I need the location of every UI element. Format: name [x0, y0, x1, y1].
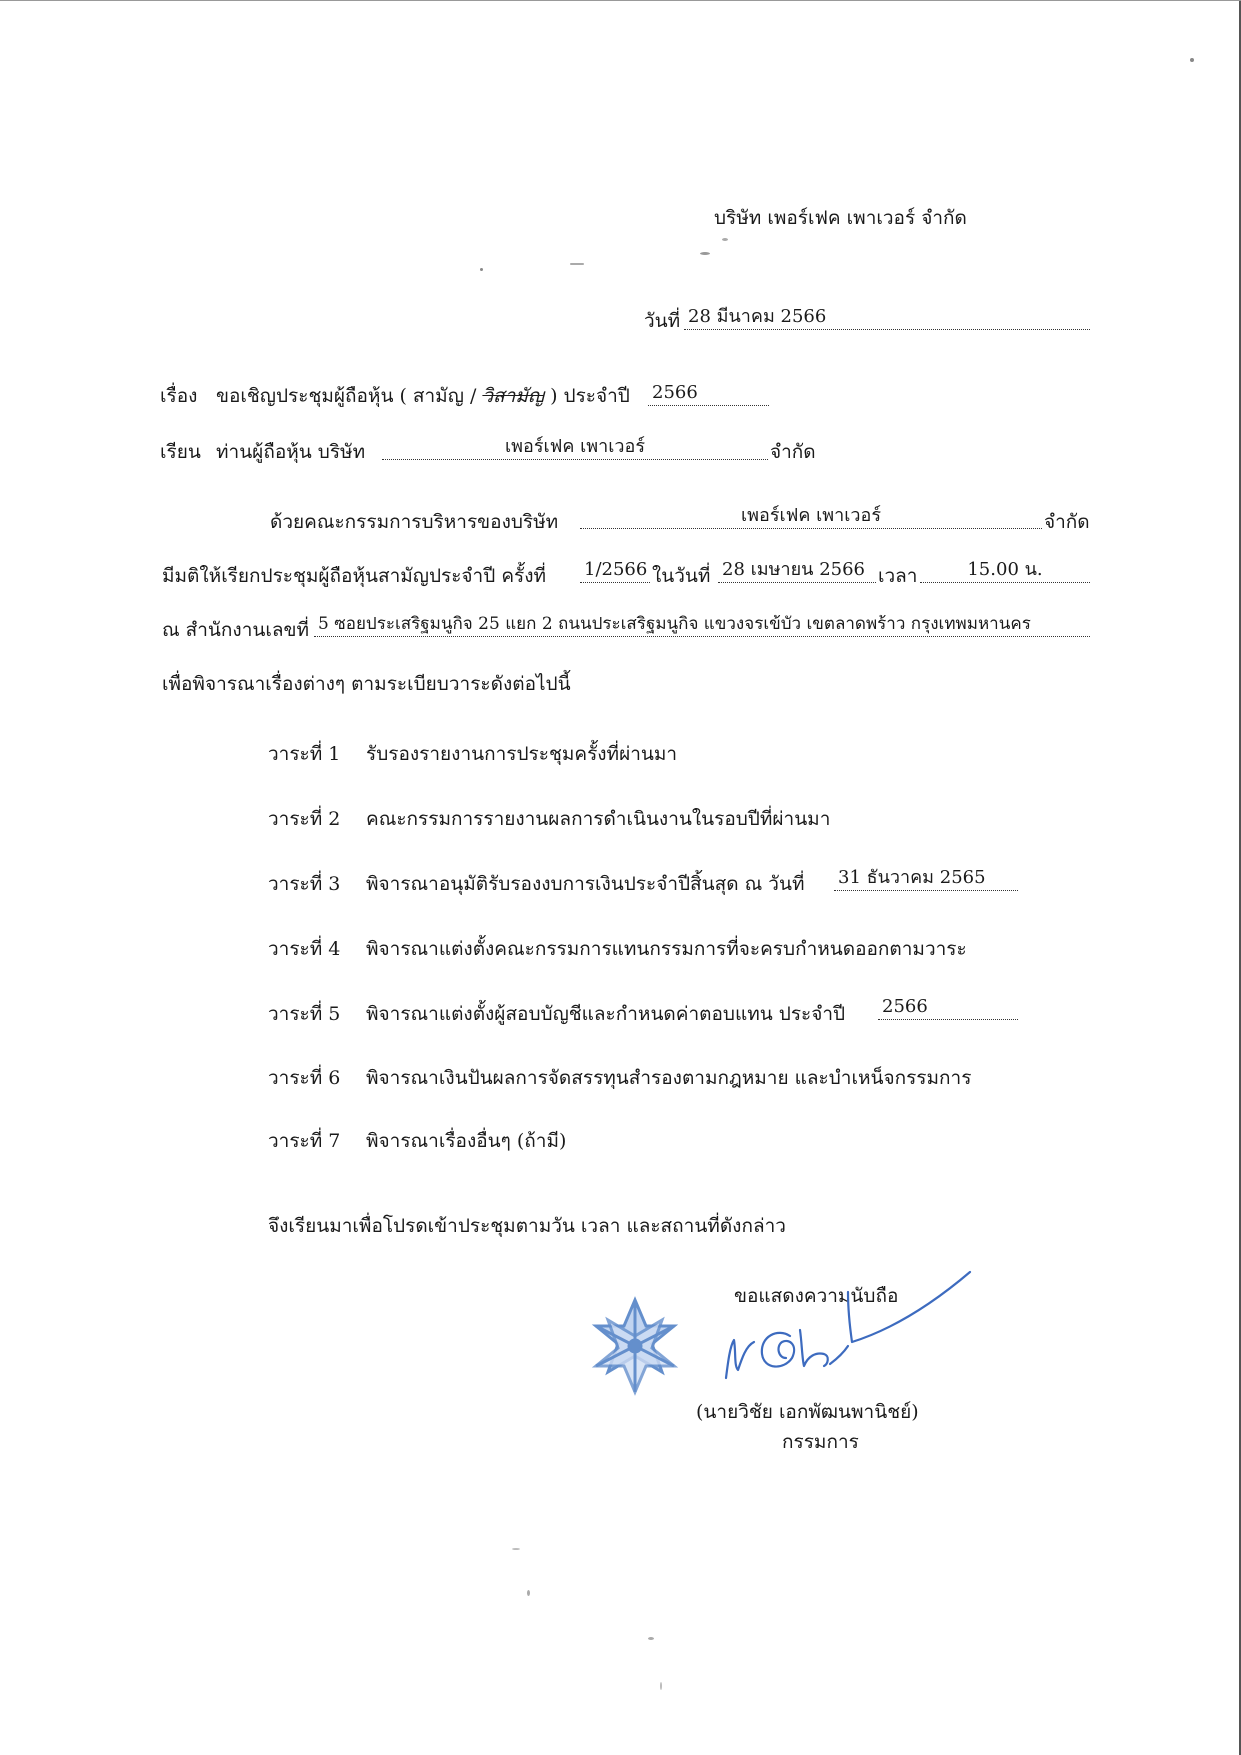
recipient-label: เรียน — [160, 441, 201, 463]
on-date-label: ในวันที่ — [652, 565, 711, 587]
agenda-text: พิจารณาแต่งตั้งคณะกรรมการแทนกรรมการที่จะครบกำหนดออกตามวาระ — [366, 938, 967, 960]
body-line1-suffix: จำกัด — [1044, 511, 1090, 533]
time-label: เวลา — [878, 565, 918, 587]
agenda-number: วาระที่ 3 — [268, 873, 341, 895]
agenda-number: วาระที่ 6 — [268, 1067, 341, 1089]
recipient-text: ท่านผู้ถือหุ้น บริษัท — [216, 441, 366, 463]
agenda-number: วาระที่ 7 — [268, 1130, 341, 1152]
scan-speck — [512, 1548, 520, 1550]
scan-speck — [1190, 58, 1194, 62]
date-label: วันที่ — [644, 310, 681, 332]
recipient-company-field: เพอร์เฟค เพาเวอร์ — [382, 436, 768, 460]
scan-speck — [700, 252, 710, 255]
agenda-fill-field: 31 ธันวาคม 2565 — [834, 867, 1018, 891]
agenda-text: พิจารณาเรื่องอื่นๆ (ถ้ามี) — [366, 1130, 567, 1152]
signer-title: กรรมการ — [782, 1431, 859, 1453]
company-seal-icon — [590, 1296, 680, 1396]
signature-icon — [720, 1266, 980, 1386]
closing-text: จึงเรียนมาเพื่อโปรดเข้าประชุมตามวัน เวลา และสถานที่ดังกล่าว — [268, 1215, 786, 1237]
subject-struck-option: วิสามัญ — [482, 385, 545, 407]
agenda-number: วาระที่ 4 — [268, 938, 341, 960]
agenda-number: วาระที่ 2 — [268, 808, 341, 830]
scan-speck — [660, 1682, 662, 1690]
agenda-fill-field: 2566 — [878, 996, 1018, 1020]
recipient-suffix: จำกัด — [770, 441, 816, 463]
meeting-time-field: 15.00 น. — [920, 559, 1090, 583]
body-line4: เพื่อพิจารณาเรื่องต่างๆ ตามระเบียบวาระดังต่อไปนี้ — [162, 673, 571, 695]
address-field: 5 ซอยประเสริฐมนูกิจ 25 แยก 2 ถนนประเสริฐมนูกิจ แขวงจรเข้บัว เขตลาดพร้าว กรุงเทพมหานคร — [314, 613, 1090, 637]
agenda-text: คณะกรรมการรายงานผลการดำเนินงานในรอบปีที่ผ่านมา — [366, 808, 831, 830]
subject-suffix: ) ประจำปี — [544, 385, 630, 407]
signer-name: (นายวิชัย เอกพัฒนพานิชย์) — [696, 1401, 919, 1423]
scan-speck — [722, 238, 728, 241]
meeting-date-field: 28 เมษายน 2566 — [718, 559, 876, 583]
subject-year-field: 2566 — [648, 382, 769, 406]
agenda-text: พิจารณาอนุมัติรับรองงบการเงินประจำปีสิ้นสุด ณ วันที่ — [366, 873, 805, 895]
subject-prefix: ขอเชิญประชุมผู้ถือหุ้น ( สามัญ / — [216, 385, 483, 407]
subject-text — [216, 384, 630, 408]
regards-text: ขอแสดงความนับถือ — [734, 1285, 899, 1307]
scan-speck — [570, 263, 584, 265]
body-line1-prefix: ด้วยคณะกรรมการบริหารของบริษัท — [270, 511, 559, 533]
agenda-text: พิจารณาเงินปันผลการจัดสรรทุนสำรองตามกฎหมาย และบำเหน็จกรรมการ — [366, 1067, 972, 1089]
agenda-number: วาระที่ 5 — [268, 1003, 341, 1025]
body-line3-prefix: ณ สำนักงานเลขที่ — [162, 619, 310, 641]
subject-label: เรื่อง — [160, 385, 198, 407]
scan-speck — [648, 1637, 654, 1640]
body-line2-prefix: มีมติให้เรียกประชุมผู้ถือหุ้นสามัญประจำปี ครั้งที่ — [162, 565, 547, 587]
company-header: บริษัท เพอร์เฟค เพาเวอร์ จำกัด — [714, 207, 967, 229]
scan-speck — [527, 1590, 530, 1596]
scan-speck — [480, 268, 483, 271]
meeting-number-field: 1/2566 — [580, 559, 650, 583]
date-field: 28 มีนาคม 2566 — [684, 306, 1090, 330]
agenda-number: วาระที่ 1 — [268, 743, 341, 765]
agenda-text: พิจารณาแต่งตั้งผู้สอบบัญชีและกำหนดค่าตอบแทน ประจำปี — [366, 1003, 846, 1025]
body-company-field: เพอร์เฟค เพาเวอร์ — [580, 505, 1042, 529]
agenda-text: รับรองรายงานการประชุมครั้งที่ผ่านมา — [366, 743, 678, 765]
scan-edge-top — [0, 0, 1241, 1]
